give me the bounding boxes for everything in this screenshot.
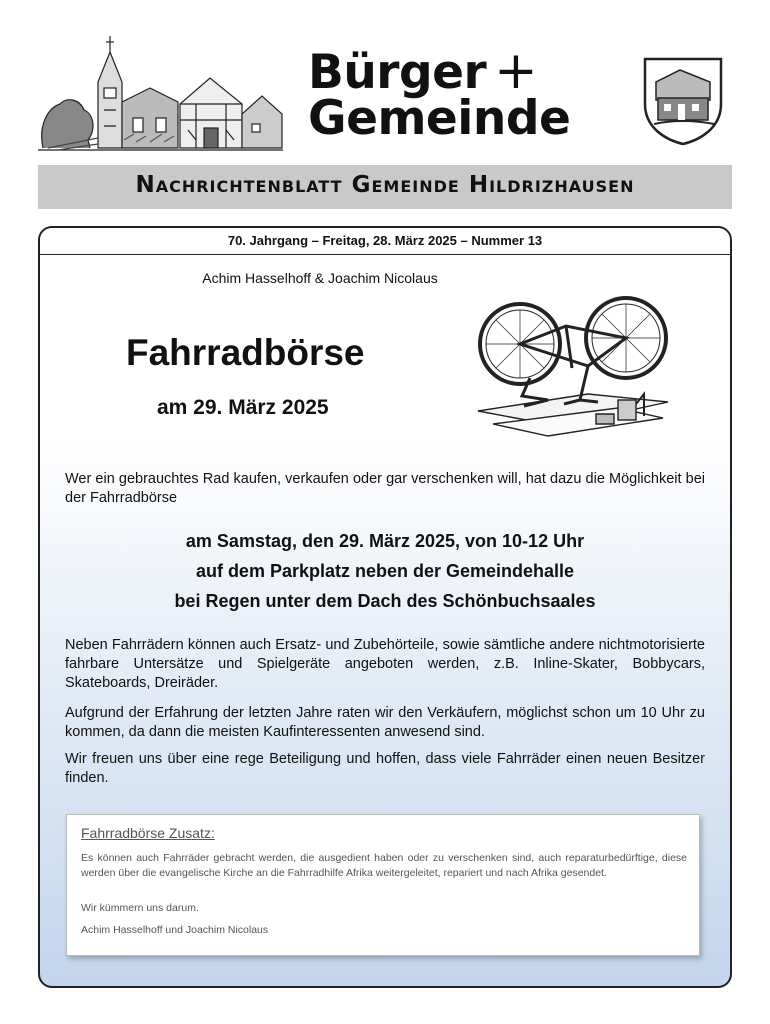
- newsletter-banner: [38, 165, 732, 209]
- coat-of-arms-icon: [642, 56, 724, 146]
- bicycle-icon: [468, 296, 678, 456]
- addendum-note: [66, 814, 700, 956]
- addendum-paragraph: Es können auch Fahrräder gebracht werden, die ausgedient haben oder zu verschenken sind, auch reparaturbedürftige, diese werden über die evangelische Kirche an die Fahrradhilfe Afrika weitergeleitet, repariert und nach Afrika gesendet.: [81, 852, 687, 879]
- highlight-line: auf dem Parkplatz neben der Gemeindehalle: [195, 561, 575, 581]
- body-paragraph: Neben Fahrrädern können auch Ersatz- und Zubehörteile, sowie sämtliche andere nichtmotorisierte fahrbare Untersätze und Spielgeräte angeboten werden, z.B. Inline-Skater, Bobbycars, Skateboards, Dreiräder.: [65, 637, 705, 691]
- article-box: [38, 226, 732, 988]
- article-authors: Achim Hasselhoff & Joachim Nicolaus: [202, 270, 438, 286]
- brand-plus: +: [494, 41, 538, 101]
- article-date: am 29. März 2025: [157, 396, 329, 419]
- issue-line: 70. Jahrgang – Freitag, 28. März 2025 – Nummer 13: [40, 228, 730, 255]
- intro-paragraph: Wer ein gebrauchtes Rad kaufen, verkaufen oder gar verschenken will, hat dazu die Möglichkeit bei der Fahrradbörse: [65, 471, 705, 506]
- highlight-line: am Samstag, den 29. März 2025, von 10-12 Uhr: [185, 531, 585, 551]
- village-church-drawing: [38, 30, 283, 155]
- body-paragraph: Aufgrund der Erfahrung der letzten Jahre raten wir den Verkäufern, möglichst schon um 10 Uhr zu kommen, da dann die meisten Kaufinteressenten anwesend sind.: [65, 705, 705, 740]
- banner-title: Nachrichtenblatt Gemeinde Hildrizhausen: [135, 172, 635, 198]
- highlight-line: bei Regen unter dem Dach des Schönbuchsaales: [174, 591, 596, 611]
- addendum-signature: Achim Hasselhoff und Joachim Nicolaus: [81, 924, 269, 936]
- addendum-title: Fahrradbörse Zusatz:: [81, 825, 215, 841]
- body-paragraph: Wir freuen uns über eine rege Beteiligung und hoffen, dass viele Fahrräder einen neuen Besitzer finden.: [65, 751, 705, 786]
- addendum-paragraph: Wir kümmern uns darum.: [81, 902, 199, 914]
- brand-line-2: Gemeinde: [308, 91, 571, 146]
- brand-line-1: Bürger: [308, 45, 487, 100]
- masthead: [0, 0, 770, 160]
- brand-logo: [308, 41, 571, 146]
- article-title: Fahrradbörse: [126, 332, 365, 373]
